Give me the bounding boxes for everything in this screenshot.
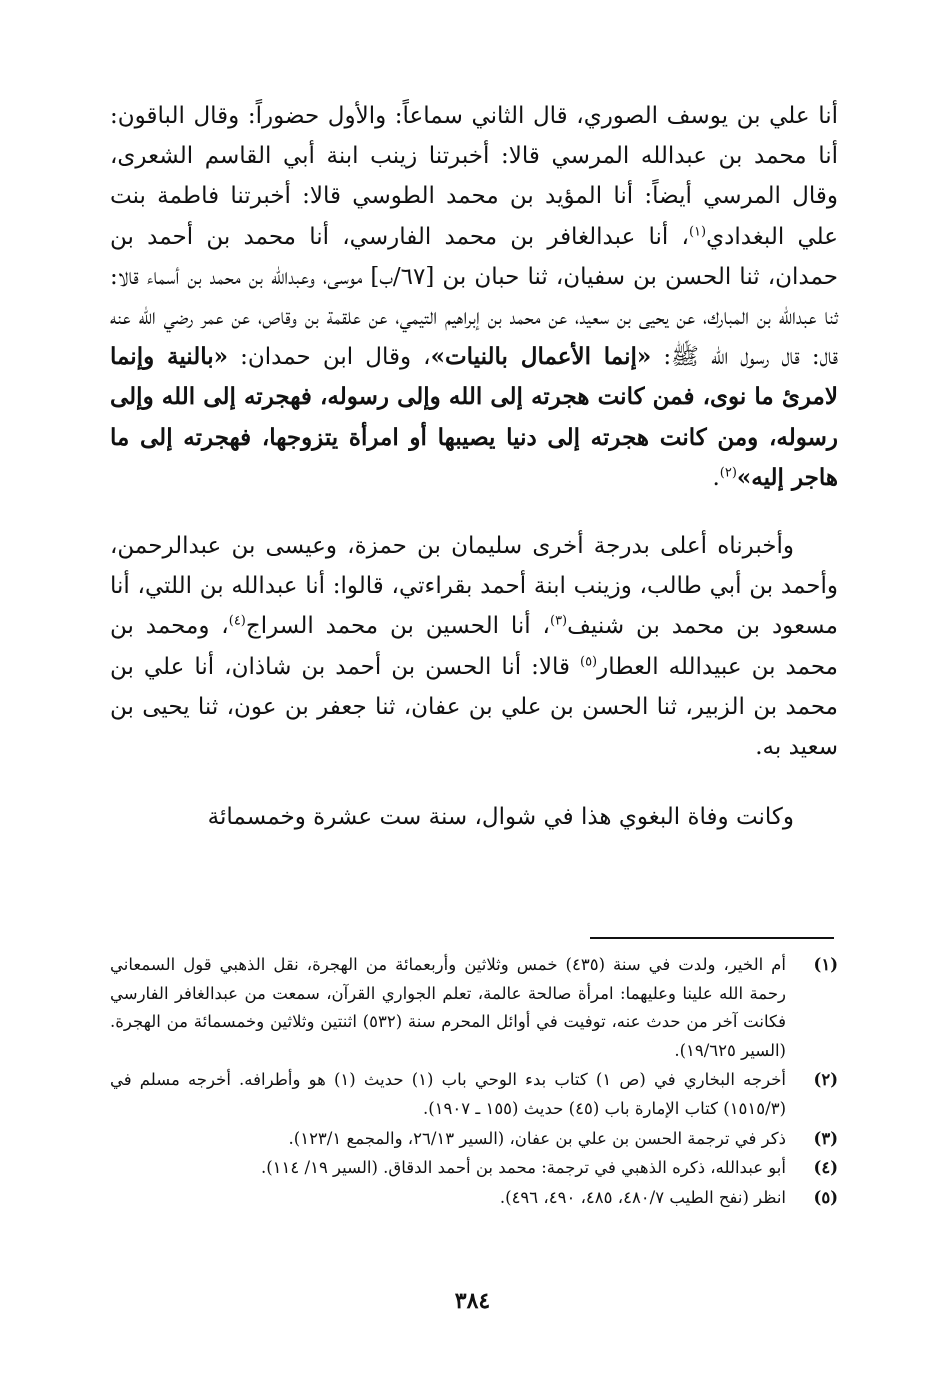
footnote-number: (٣) bbox=[813, 1128, 838, 1148]
text-run: وكانت وفاة البغوي هذا في شوال، سنة ست عشرة وخمسمائة bbox=[207, 804, 794, 831]
text-run: ، وقال ابن حمدان: bbox=[228, 344, 431, 371]
footnote-text: أم الخير، ولدت في سنة (٤٣٥) خمس وثلاثين وأربعمائة من الهجرة، نقل الذهبي قول السمعاني رحمة الله علينا وعليهما: امرأة صالحة عالمة، تعلم الجواري القرآن، سمعت من عبدالغافر الفارسي فكانت آخر من حدث عنه، توفيت في أوائل المحرم سنة (٥٣٢) اثنتين وثلاثين وخمسمائة من الهجرة. (السير ١٩/٦٢٥). bbox=[110, 955, 786, 1060]
footnote-ref-5[interactable]: (٥) bbox=[579, 653, 598, 669]
footnote-number: (١) bbox=[813, 955, 838, 974]
footnotes bbox=[110, 951, 838, 1213]
paragraph-higher-chain bbox=[110, 526, 838, 767]
hadith-quote: «إنما الأعمال بالنيات» bbox=[430, 343, 652, 371]
text-run: وأخبرناه أعلى بدرجة أخرى سليمان بن حمزة، وعيسى بن عبدالرحمن، وأحمد بن أبي طالب، وزينب ابنة أحمد بقراءتي، قالوا: أنا عبدالله بن اللتي، أنا مسعود بن محمد بن شنيف bbox=[110, 533, 838, 640]
footnote-number: (٢) bbox=[813, 1070, 838, 1090]
footnote-text: انظر (نفح الطيب ٤٨٠/٧، ٤٨٥، ٤٩٠، ٤٩٦). bbox=[499, 1187, 786, 1207]
footnote-ref-4[interactable]: (٤) bbox=[228, 613, 246, 629]
footnote-number: (٥) bbox=[813, 1187, 838, 1207]
footnote-separator bbox=[590, 937, 834, 939]
main-text bbox=[110, 96, 838, 837]
footnote-2 bbox=[110, 1066, 838, 1123]
footnote-5 bbox=[110, 1184, 838, 1213]
text-run: أنا علي بن يوسف الصوري، قال الثاني سماعاً: والأول حضوراً: وقال الباقون: أنا محمد بن عبدالله المرسي قالا: أخبرتنا زينب ابنة أبي القاسم الشعرى، وقال المرسي أيضاً: أنا المؤيد بن محمد الطوسي قالا: أخبرتنا فاطمة بنت علي البغدادي bbox=[110, 103, 838, 250]
footnote-number: (٤) bbox=[813, 1158, 838, 1178]
footnote-1 bbox=[110, 951, 838, 1065]
text-run: . bbox=[712, 464, 720, 491]
footnote-ref-2[interactable]: (٢) bbox=[719, 465, 737, 481]
text-run: ، ومحمد بن محمد بن عبيدالله العطار bbox=[110, 613, 839, 680]
page-number: ٣٨٤ bbox=[454, 1288, 491, 1314]
footnote-ref-1[interactable]: (١) bbox=[688, 223, 707, 239]
text-run: قالا: أنا الحسن بن أحمد بن شاذان، أنا علي بن محمد بن الزبير، ثنا الحسن بن علي بن عفان، ثنا جعفر بن عون، ثنا يحيى بن سعيد به. bbox=[110, 653, 838, 761]
footnote-ref-3[interactable]: (٣) bbox=[549, 613, 568, 629]
text-run: ، أنا عبدالغافر بن محمد الفارسي، أنا محمد بن أحمد بن حمدان، ثنا الحسن بن سفيان، ثنا حبان بن [٦٧/ب] موسى، وعبدالله بن محمد بن أسماء قالا: ثنا عبدالله بن المبارك، عن يحيى بن سعيد، عن محمد بن إبراهيم التيمي، عن علقمة بن وقاص، عن عمر رضي الله عنه قال: قال رسول الله ﷺ: bbox=[110, 223, 838, 371]
footnote-text: ذكر في ترجمة الحسن بن علي بن عفان، (السير ٢٦/١٣، والمجمع ١٢٣/١). bbox=[288, 1128, 786, 1148]
paragraph-death-note bbox=[110, 797, 838, 837]
paragraph-isnad bbox=[110, 96, 838, 498]
footnote-text: أبو عبدالله، ذكره الذهبي في ترجمة: محمد بن أحمد الدقاق. (السير ١٩/ ١١٤). bbox=[260, 1158, 786, 1178]
footnote-text: أخرجه البخاري في (ص ١) كتاب بدء الوحي باب (١) حديث (١) هو وأطرافه. أخرجه مسلم في (١٥١٥/٣) كتاب الإمارة باب (٤٥) حديث (١٥٥ ـ ١٩٠٧). bbox=[110, 1070, 786, 1118]
hadith-quote: «بالنية وإنما لامرئ ما نوى، فمن كانت هجرته إلى الله وإلى رسوله، فهجرته إلى الله وإلى رسوله، ومن كانت هجرته إلى دنيا يصيبها أو امرأة يتزوجها، فهجرته إلى ما هاجر إليه» bbox=[110, 343, 838, 491]
text-run: ، أنا الحسين بن محمد السراج bbox=[245, 613, 550, 640]
footnote-4 bbox=[110, 1154, 838, 1183]
footnote-3 bbox=[110, 1125, 838, 1154]
